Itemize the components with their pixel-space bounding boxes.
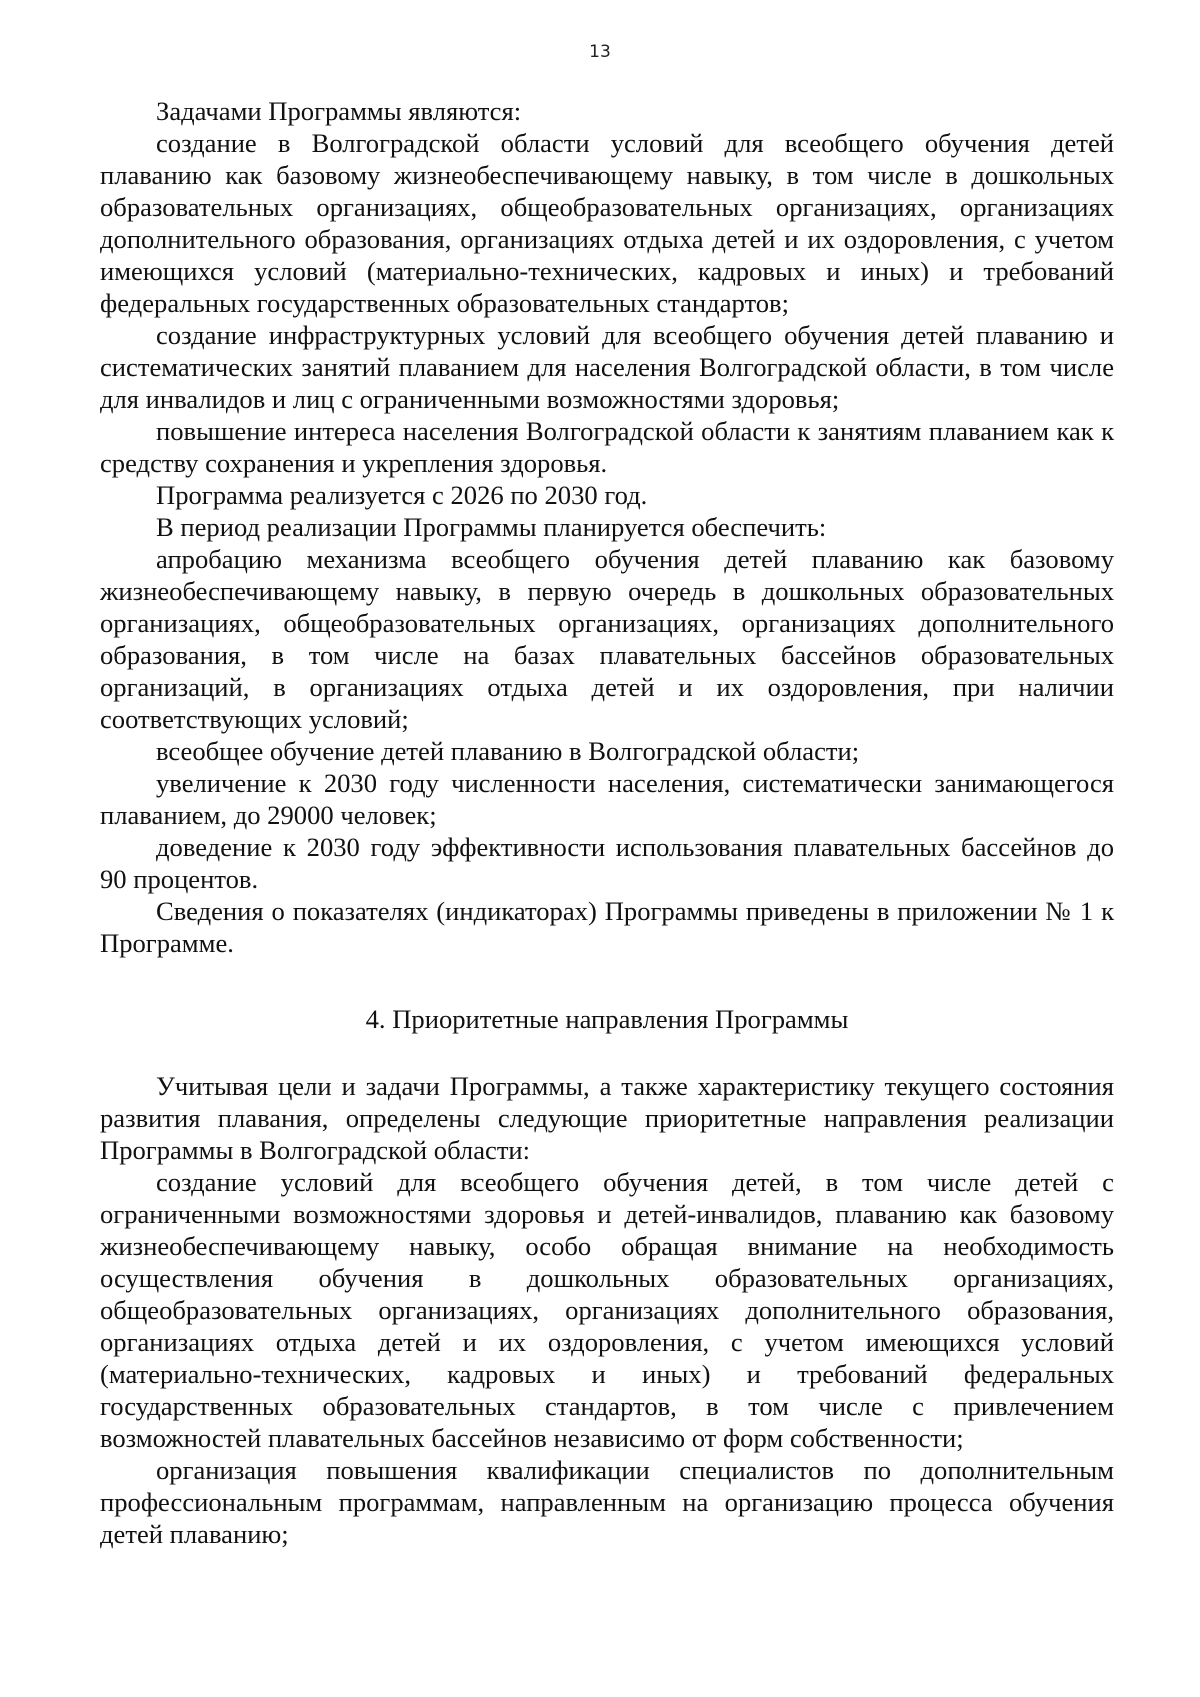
paragraph-planned-universal-teaching: всеобщее обучение детей плаванию в Волгоградской области;	[156, 736, 860, 766]
paragraph-planned-approbation: апробацию механизма всеобщего обучения детей плаванию как базовому жизнеобеспечивающему навыку, в первую очередь в дошкольных образовательных организациях, общеобразовательных организациях, организациях дополнительного образования, в том числе на базах плавательных бассейнов образовательных организаций, в организациях отдыха детей и их оздоровления, при наличии соответствующих условий;	[100, 544, 1114, 734]
paragraph-priority-conditions: создание условий для всеобщего обучения детей, в том числе детей с ограниченными возможностями здоровья и детей-инвалидов, плаванию как базовому жизнеобеспечивающему навыку, особо обращая внимание на необходимость осуществления обучения в дошкольных образовательных организациях, общеобразовательных организациях, организациях дополнительного образования, организациях отдыха детей и их оздоровления, с учетом имеющихся условий (материально-технических, кадровых и иных) и требований федеральных государственных образовательных стандартов, в том числе с привлечением возможностей плавательных бассейнов независимо от форм собственности;	[100, 1167, 1114, 1453]
paragraph-indicators-reference: Сведения о показателях (индикаторах) Программы приведены в приложении № 1 к Программе.	[100, 896, 1114, 958]
paragraph-program-period: Программа реализуется с 2026 по 2030 год.	[156, 480, 648, 510]
paragraph-tasks-intro: Задачами Программы являются:	[156, 96, 522, 126]
tasks-section	[100, 95, 1114, 959]
section-heading: 4. Приоритетные направления Программы	[365, 1004, 849, 1034]
paragraph-task-conditions: создание в Волгоградской области условий для всеобщего обучения детей плаванию как базовому жизнеобеспечивающему навыку, в том числе в дошкольных образовательных организациях, общеобразовательных организациях, организациях дополнительного образования, организациях отдыха детей и их оздоровления, с учетом имеющихся условий (материально-технических, кадровых и иных) и требований федеральных государственных образовательных стандартов;	[100, 128, 1114, 318]
paragraph-priorities-intro: Учитывая цели и задачи Программы, а также характеристику текущего состояния развития плавания, определены следующие приоритетные направления реализации Программы в Волгоградской области:	[100, 1071, 1114, 1165]
paragraph-planned-intro: В период реализации Программы планируется обеспечить:	[156, 512, 827, 542]
paragraph-planned-pool-efficiency: доведение к 2030 году эффективности использования плавательных бассейнов до 90 процентов.	[100, 832, 1114, 894]
paragraph-planned-population-increase: увеличение к 2030 году численности населения, систематически занимающегося плаванием, до 29000 человек;	[100, 768, 1114, 830]
priority-directions-section	[100, 1070, 1114, 1550]
paragraph-task-interest: повышение интереса населения Волгоградской области к занятиям плаванием как к средству сохранения и укрепления здоровья.	[100, 416, 1114, 478]
paragraph-task-infrastructure: создание инфраструктурных условий для всеобщего обучения детей плаванию и систематических занятий плаванием для населения Волгоградской области, в том числе для инвалидов и лиц с ограниченными возможностями здоровья;	[100, 320, 1114, 414]
paragraph-priority-qualification: организация повышения квалификации специалистов по дополнительным профессиональным программам, направленным на организацию процесса обучения детей плаванию;	[100, 1455, 1114, 1549]
page-number: 13	[589, 42, 611, 62]
